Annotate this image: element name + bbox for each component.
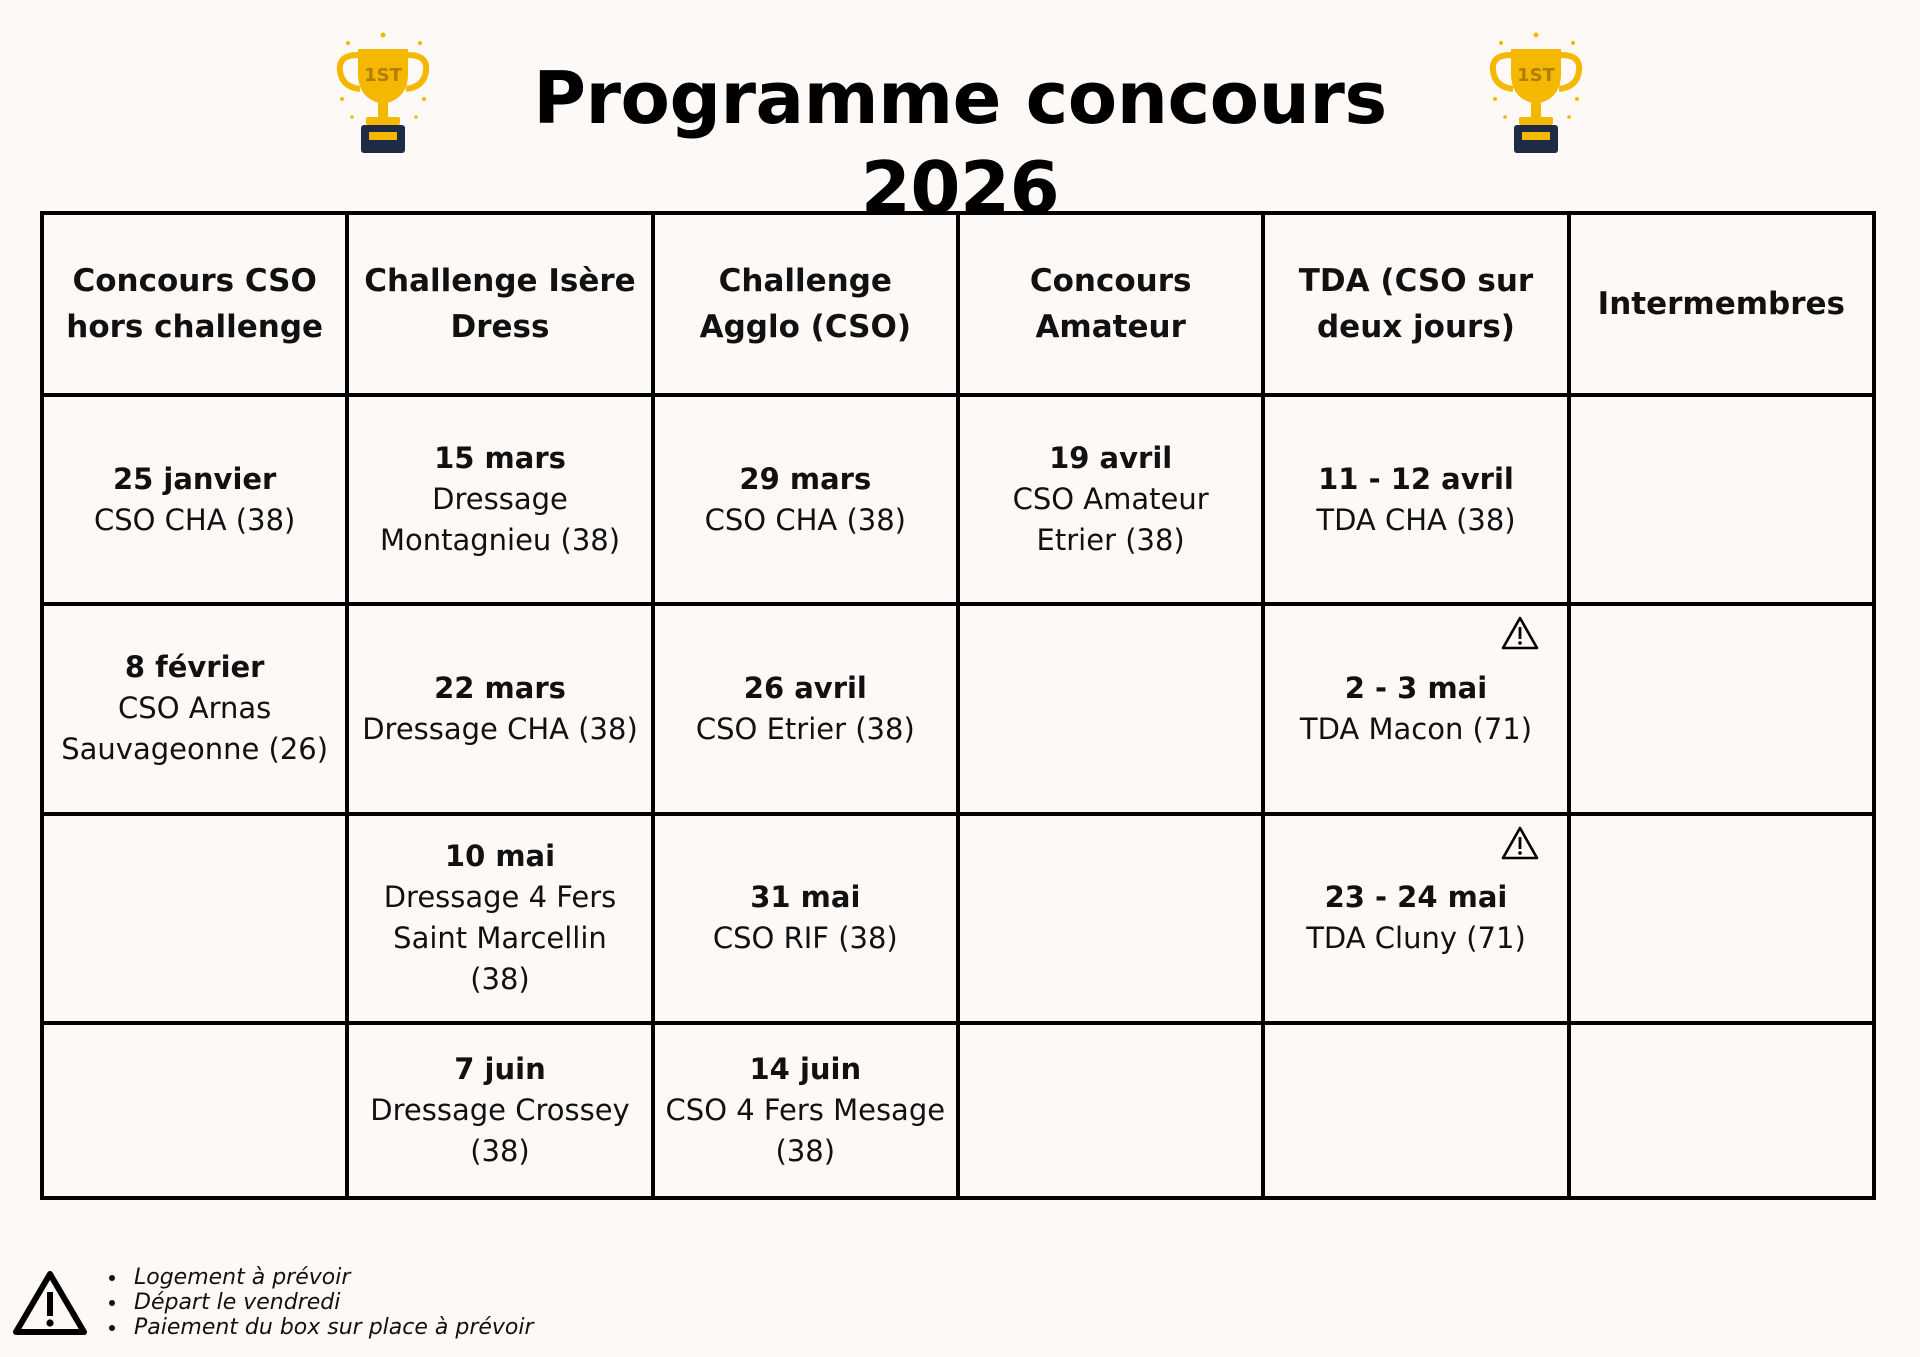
table-header-row: [42, 213, 1874, 395]
warning-icon: [1501, 826, 1539, 860]
table-row: [42, 604, 1874, 813]
event-date: 29 mars: [739, 461, 872, 496]
event-date: 11 - 12 avril: [1318, 461, 1514, 496]
page-header: [0, 25, 1920, 230]
event-name: TDA CHA (38): [1316, 502, 1516, 537]
legend-item: • Départ le vendredi: [128, 1290, 534, 1315]
svg-text:1ST: 1ST: [1517, 65, 1555, 86]
table-cell: [347, 395, 652, 604]
event-date: 8 février: [124, 650, 265, 685]
column-header: Concours Amateur: [958, 213, 1263, 395]
event-date: 19 avril: [1049, 441, 1173, 476]
event-name: CSO CHA (38): [704, 502, 906, 537]
event-date: 26 avril: [743, 670, 867, 705]
page-title: Programme concours 2026: [533, 56, 1387, 230]
schedule-table: [40, 211, 1876, 1200]
table-cell: [1569, 1023, 1874, 1198]
table-cell: [347, 604, 652, 813]
event-date: 15 mars: [434, 441, 566, 476]
event-name: Dressage CHA (38): [362, 711, 638, 746]
event-date: 2 - 3 mai: [1344, 670, 1488, 705]
trophy-icon: [1481, 29, 1591, 159]
warning-icon: [1501, 616, 1539, 650]
table-cell: [1263, 604, 1568, 813]
table-row: [42, 814, 1874, 1023]
trophy-icon: [328, 29, 438, 159]
table-cell: [958, 604, 1263, 813]
table-cell: [958, 814, 1263, 1023]
svg-text:1ST: 1ST: [364, 65, 402, 86]
event-date: 10 mai: [444, 839, 556, 874]
table-cell: [653, 1023, 958, 1198]
table-cell: [1263, 395, 1568, 604]
table-cell: [347, 1023, 652, 1198]
table-cell: [347, 814, 652, 1023]
event-name: Dressage Crossey (38): [370, 1092, 630, 1168]
event-date: 23 - 24 mai: [1324, 880, 1508, 915]
event-name: CSO Arnas Sauvageonne (26): [61, 691, 329, 767]
event-date: 14 juin: [749, 1051, 862, 1086]
legend-item: • Logement à prévoir: [128, 1265, 534, 1290]
event-name: CSO 4 Fers Mesage (38): [665, 1092, 946, 1168]
column-header: Intermembres: [1569, 213, 1874, 395]
table-cell: [42, 814, 347, 1023]
table-cell: [653, 814, 958, 1023]
table-cell: [1569, 604, 1874, 813]
column-header: TDA (CSO sur deux jours): [1263, 213, 1568, 395]
column-header: Concours CSO hors challenge: [42, 213, 347, 395]
table-cell: [1263, 814, 1568, 1023]
table-cell: [958, 1023, 1263, 1198]
event-name: Dressage Montagnieu (38): [379, 482, 621, 558]
legend: [12, 1265, 812, 1345]
event-name: Dressage 4 Fers Saint Marcellin (38): [383, 880, 617, 997]
warning-icon: [12, 1270, 88, 1336]
legend-list: [108, 1265, 534, 1340]
table-cell: [1569, 395, 1874, 604]
table-row: [42, 395, 1874, 604]
event-date: 7 juin: [454, 1051, 546, 1086]
event-name: TDA Cluny (71): [1306, 921, 1526, 956]
column-header: Challenge Isère Dress: [347, 213, 652, 395]
event-name: CSO Etrier (38): [695, 711, 915, 746]
event-name: CSO CHA (38): [93, 502, 296, 537]
table-cell: [653, 604, 958, 813]
table-cell: [653, 395, 958, 604]
table-row: [42, 1023, 1874, 1198]
table-cell: [1263, 1023, 1568, 1198]
table-cell: [42, 1023, 347, 1198]
event-date: 25 janvier: [112, 461, 277, 496]
table-cell: [958, 395, 1263, 604]
column-header: Challenge Agglo (CSO): [653, 213, 958, 395]
event-name: CSO RIF (38): [712, 921, 898, 956]
event-date: 22 mars: [434, 670, 566, 705]
table-cell: [42, 395, 347, 604]
event-name: CSO Amateur Etrier (38): [1012, 482, 1209, 558]
legend-item: • Paiement du box sur place à prévoir: [128, 1315, 534, 1340]
table-cell: [42, 604, 347, 813]
event-date: 31 mai: [750, 880, 861, 915]
event-name: TDA Macon (71): [1299, 711, 1533, 746]
table-cell: [1569, 814, 1874, 1023]
